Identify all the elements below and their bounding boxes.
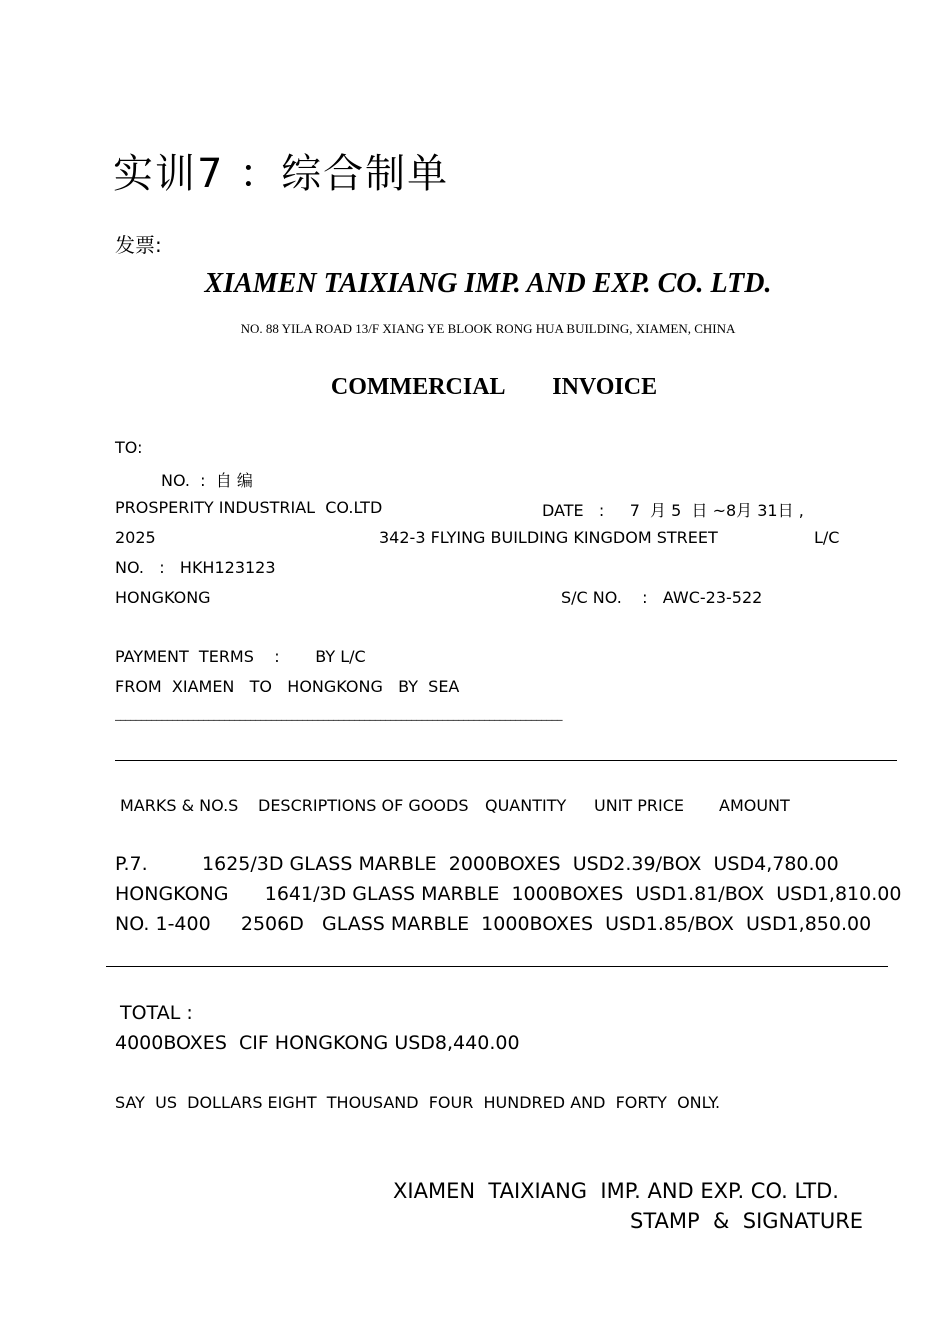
col-header-unit-price: UNIT PRICE (594, 796, 685, 815)
payment-terms: PAYMENT TERMS : BY L/C (115, 647, 366, 666)
lc-label: L/C (814, 528, 840, 547)
divider-bottom (106, 966, 888, 967)
signature-company: XIAMEN TAIXIANG IMP. AND EXP. CO. LTD. (393, 1179, 839, 1203)
shipping-route: FROM XIAMEN TO HONGKONG BY SEA (115, 677, 460, 696)
page-title: 实训7 ：综合制单 (113, 151, 450, 197)
col-header-amount: AMOUNT (719, 796, 790, 815)
to-label: TO: (115, 438, 143, 457)
invoice-date: DATE : 7 月 5 日 ~8月 31日 , (542, 501, 804, 520)
date-year: 2025 (115, 528, 156, 547)
buyer-name: PROSPERITY INDUSTRIAL CO.LTD (115, 498, 383, 517)
table-row: P.7. 1625/3D GLASS MARBLE 2000BOXES USD2.39/BOX USD4,780.00 (115, 853, 839, 875)
table-row: NO. 1-400 2506D GLASS MARBLE 1000BOXES USD1.85/BOX USD1,850.00 (115, 913, 872, 935)
col-header-description: DESCRIPTIONS OF GOODS (258, 796, 469, 815)
amount-in-words: SAY US DOLLARS EIGHT THOUSAND FOUR HUNDRED AND FORTY ONLY. (115, 1093, 721, 1112)
invoice-no: NO. : 自 编 (161, 471, 253, 490)
total-value: 4000BOXES CIF HONGKONG USD8,440.00 (115, 1032, 520, 1054)
company-address: NO. 88 YILA ROAD 13/F XIANG YE BLOOK RONG HUA BUILDING, XIAMEN, CHINA (240, 321, 736, 336)
table-row: HONGKONG 1641/3D GLASS MARBLE 1000BOXES USD1.81/BOX USD1,810.00 (115, 883, 902, 905)
buyer-city: HONGKONG (115, 588, 211, 607)
sc-number: S/C NO. : AWC-23-522 (561, 588, 763, 607)
buyer-address: 342-3 FLYING BUILDING KINGDOM STREET (379, 528, 718, 547)
total-label: TOTAL : (120, 1002, 193, 1024)
invoice-title: COMMERCIAL INVOICE (330, 374, 658, 400)
section-subtitle: 发票: (115, 233, 162, 257)
lc-number: NO. : HKH123123 (115, 558, 276, 577)
underscore-line: ______________________________________________________________________________________ (115, 708, 563, 721)
divider-top (115, 760, 897, 761)
col-header-marks: MARKS & NO.S (120, 796, 239, 815)
col-header-quantity: QUANTITY (485, 796, 567, 815)
company-name: XIAMEN TAIXIANG IMP. AND EXP. CO. LTD. (204, 268, 772, 299)
stamp-signature: STAMP & SIGNATURE (630, 1209, 864, 1233)
